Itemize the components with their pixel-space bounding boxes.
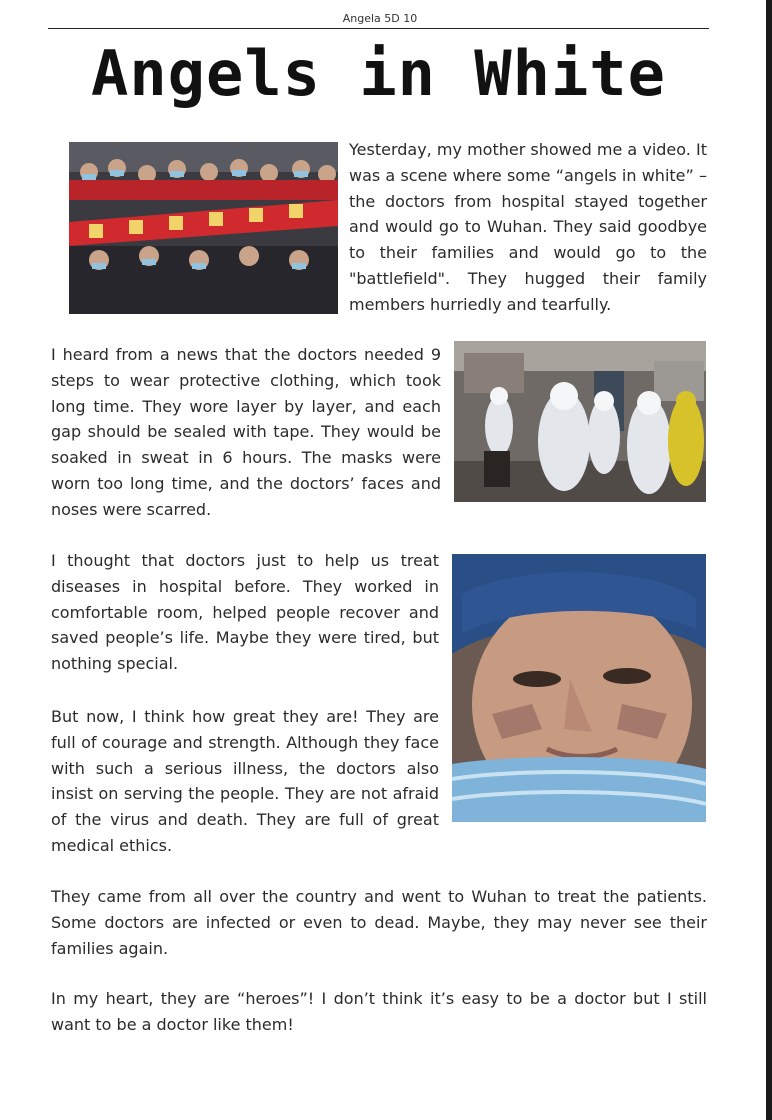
paragraph-video: Yesterday, my mother showed me a video. It was a scene where some “angels in white” – the doctors from hospital stayed together and would go to Wuhan. They said goodbye to their families and would go to the "battlefield". They hugged their family members hurriedly and tearfully.: [349, 140, 707, 314]
paragraph-heroes: In my heart, they are “heroes”! I don’t think it’s easy to be a doctor but I still want to be a doctor like them!: [51, 989, 707, 1034]
header-rule: [48, 28, 709, 29]
doctor-face-photo: [452, 554, 706, 822]
page-title: Angels in White: [91, 37, 666, 110]
paragraph-protective-clothing: I heard from a news that the doctors needed 9 steps to wear protective clothing, which took long time. They wore layer by layer, and each gap should be sealed with tape. They would be soaked in sweat in 6 hours. The masks were worn too long time, and the doctors’ faces and noses were scarred.: [51, 345, 441, 519]
header-label: Angela 5D 10: [342, 12, 418, 25]
group-photo: [69, 142, 338, 314]
paragraph-before: I thought that doctors just to help us treat diseases in hospital before. They worked in comfortable room, helped people recover and saved people’s life. Maybe they were tired, but nothing special.: [51, 551, 439, 674]
paragraph-now: But now, I think how great they are! They are full of courage and strength. Although they face with such a serious illness, the doctors also insist on serving the people. They are not afraid of the virus and death. They are full of great medical ethics.: [51, 707, 439, 855]
paragraph-country: They came from all over the country and went to Wuhan to treat the patients. Some doctors are infected or even to dead. Maybe, they may never see their families again.: [51, 887, 707, 958]
protective-suits-photo: [454, 341, 706, 502]
page-edge: [766, 0, 772, 1120]
